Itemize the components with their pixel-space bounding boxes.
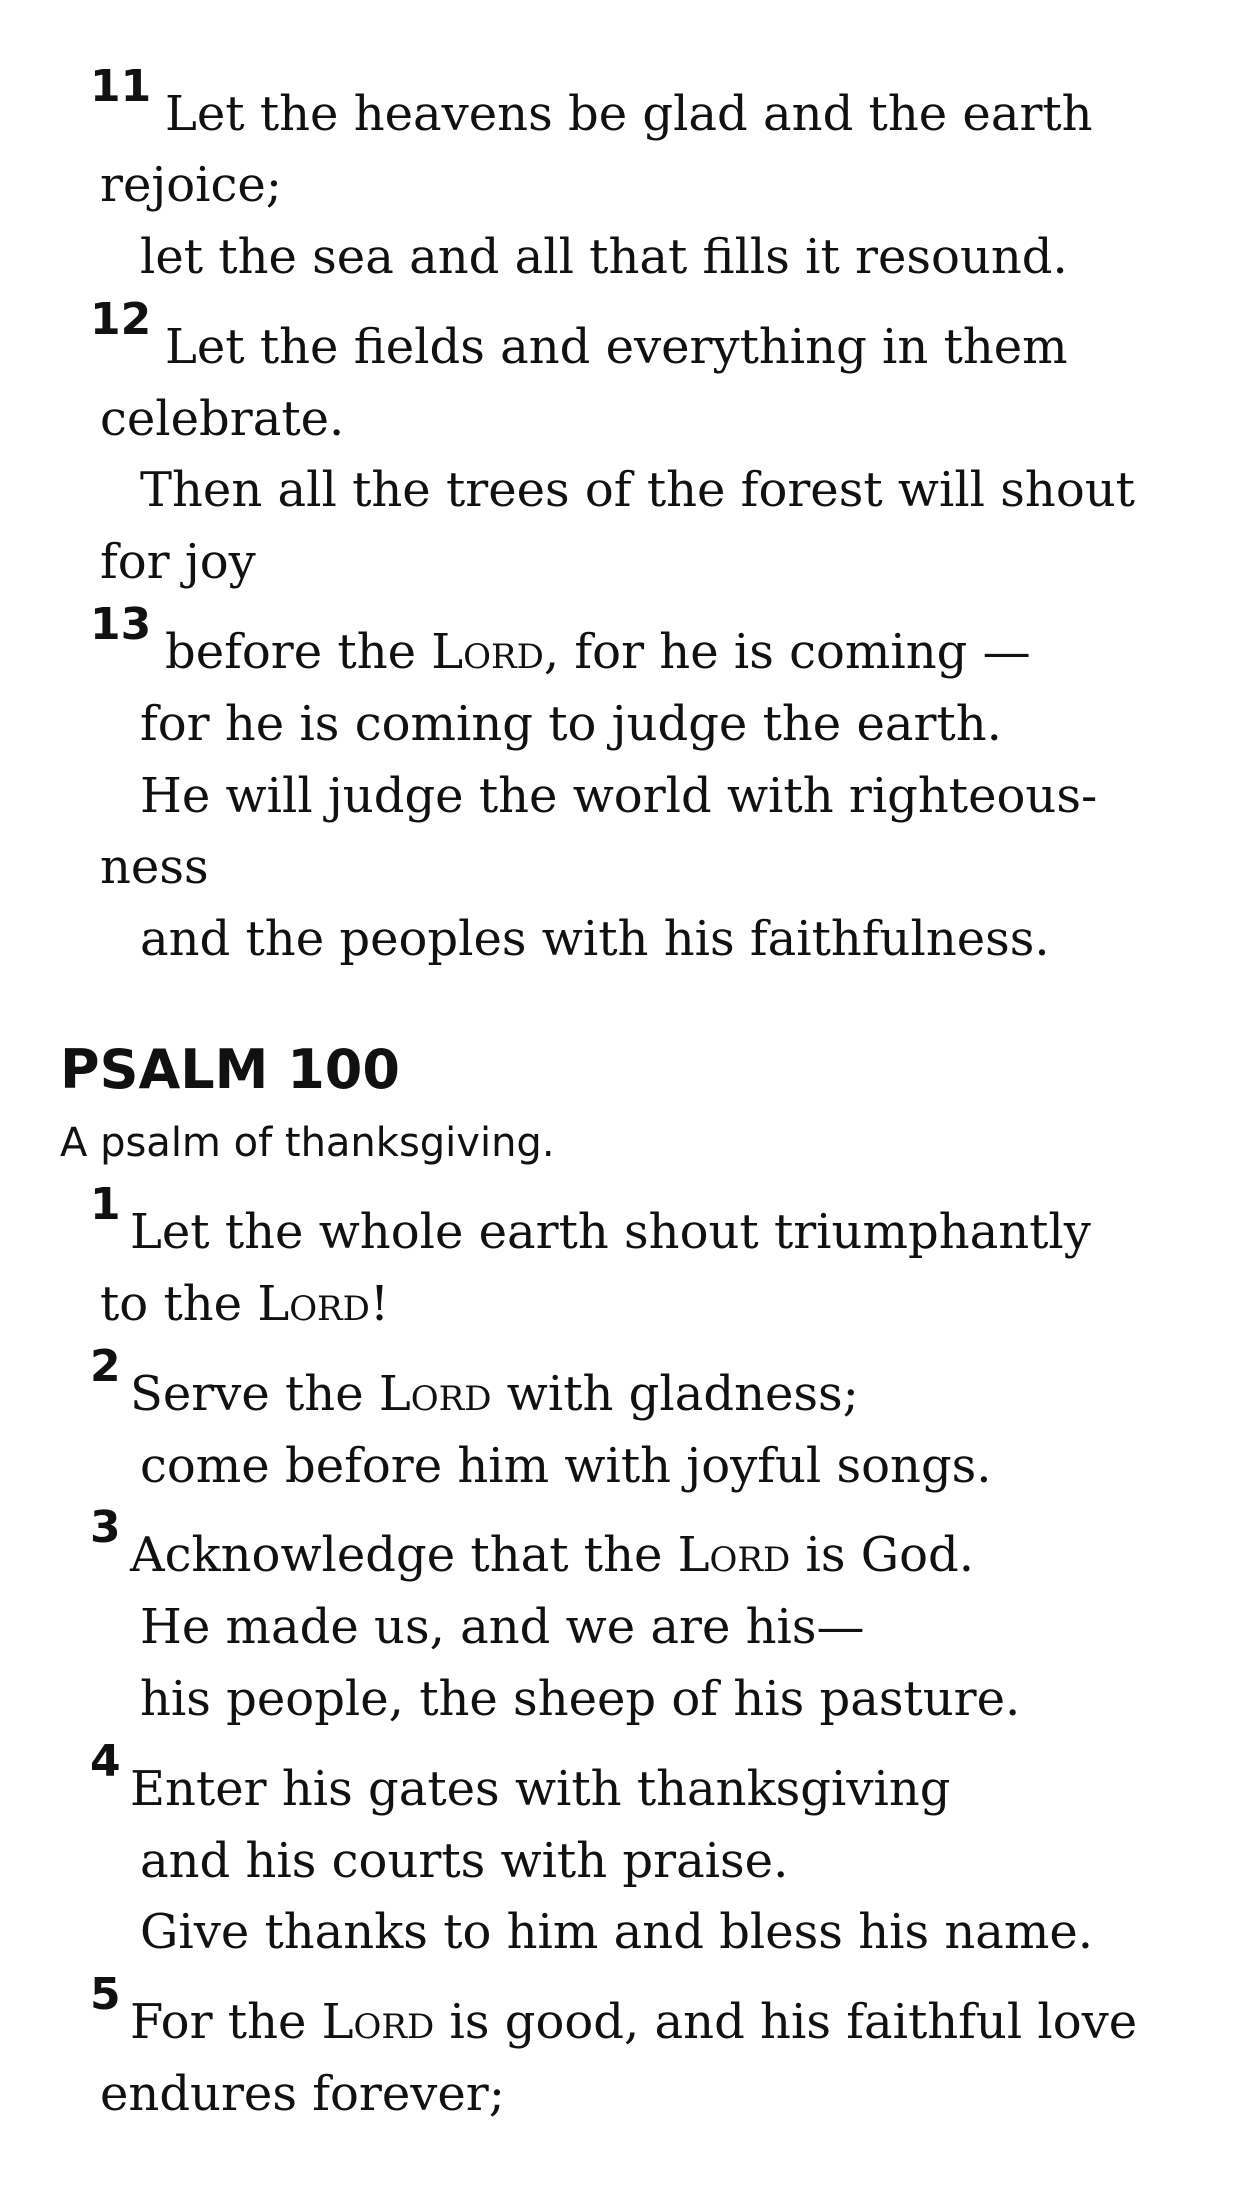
psalm-verse-1-line-2-pre: to the [100, 1276, 258, 1332]
psalm-verse-3-line-1-post: is God. [790, 1527, 974, 1583]
psalm-verse-5-line-1 [130, 1992, 1137, 2052]
verse-13-line-1-pre: before the [165, 624, 432, 680]
verse-13-line-2: for he is coming to judge the earth. [140, 696, 1002, 752]
verse-13-line-5: and the peoples with his faithfulness. [140, 911, 1050, 967]
verse-number-13: 13 [90, 599, 152, 650]
verse-13-line-3: He will judge the world with righteous- [140, 768, 1098, 824]
verse-number-1: 1 [90, 1179, 121, 1230]
verse-number-12: 12 [90, 294, 152, 345]
psalm-verse-2-line-2: come before him with joyful songs. [140, 1438, 992, 1494]
verse-12-line-4: for joy [100, 534, 256, 590]
psalm-verse-2-line-1-post: with gladness; [491, 1366, 859, 1422]
verse-number-3: 3 [90, 1502, 121, 1553]
verse-13-line-4: ness [100, 839, 209, 895]
verse-12-line-1: Let the fields and everything in them [165, 319, 1068, 375]
divine-name-lord: Lord [677, 1527, 791, 1583]
verse-12-line-3: Then all the trees of the forest will shout [140, 462, 1135, 518]
verse-12-line-2: celebrate. [100, 391, 345, 447]
psalm-subtitle: A psalm of thanksgiving. [60, 1120, 555, 1166]
verse-number-11: 11 [90, 61, 152, 112]
psalm-verse-1-line-1: Let the whole earth shout triumphantly [130, 1204, 1091, 1260]
psalm-verse-4-line-2: and his courts with praise. [140, 1833, 789, 1889]
psalm-verse-3-line-2: He made us, and we are his— [140, 1599, 865, 1655]
verse-number-4: 4 [90, 1736, 121, 1787]
verse-number-5: 5 [90, 1969, 121, 2020]
psalm-verse-3-line-3: his people, the sheep of his pasture. [140, 1671, 1021, 1727]
divine-name-lord: Lord [378, 1366, 492, 1422]
verse-11-line-2: rejoice; [100, 157, 282, 213]
psalm-verse-5-line-1-pre: For the [130, 1994, 322, 2050]
verse-11-line-1: Let the heavens be glad and the earth [165, 86, 1093, 142]
psalm-verse-2-line-1 [130, 1364, 859, 1424]
psalm-verse-4-line-1: Enter his gates with thanksgiving [130, 1761, 951, 1817]
psalm-verse-5-line-2: endures forever; [100, 2066, 505, 2122]
verse-11-line-3: let the sea and all that fills it resound. [140, 229, 1068, 285]
verse-13-line-1 [165, 622, 1031, 682]
psalm-verse-4-line-3: Give thanks to him and bless his name. [140, 1904, 1094, 1960]
psalm-verse-1-line-2-post: ! [369, 1276, 390, 1332]
psalm-verse-3-line-1-pre: Acknowledge that the [130, 1527, 678, 1583]
psalm-verse-2-line-1-pre: Serve the [130, 1366, 379, 1422]
divine-name-lord: Lord [257, 1276, 370, 1332]
divine-name-lord: Lord [431, 624, 544, 680]
psalm-verse-1-line-2 [100, 1274, 389, 1334]
verse-13-line-1-post: , for he is coming — [543, 624, 1031, 680]
verse-number-2: 2 [90, 1341, 121, 1392]
psalm-heading: PSALM 100 [60, 1038, 400, 1101]
divine-name-lord: Lord [321, 1994, 435, 2050]
psalm-verse-5-line-1-post: is good, and his faithful love [434, 1994, 1138, 2050]
psalm-verse-3-line-1 [130, 1525, 974, 1585]
